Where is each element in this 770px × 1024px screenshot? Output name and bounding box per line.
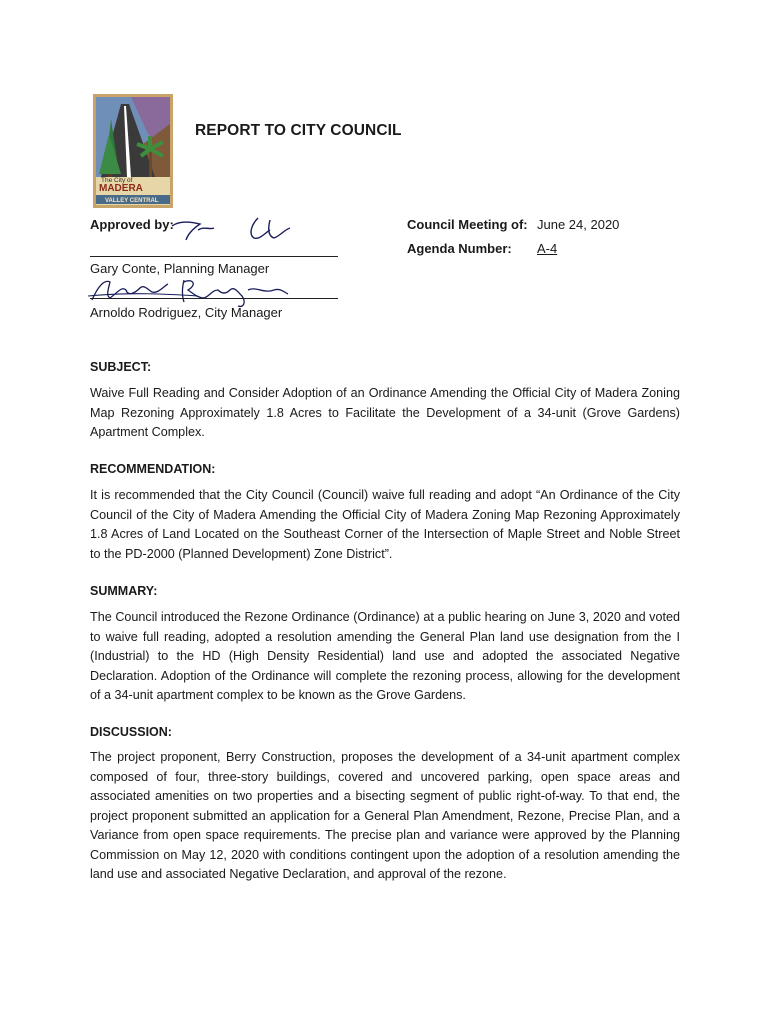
recommendation-text: It is recommended that the City Council (Council) waive full reading and adopt “An Ordinance of the City Council of the City of Madera Amending the Official City of Madera Zoning Map Rezoning Approximately 1.8 Acres of Land Located on the Southeast Corner of the Intersection of Maple Street and Noble Street to the PD-2000 (Planned Development) Zone District”.: [90, 488, 680, 561]
agenda-number-value: A-4: [537, 241, 558, 256]
signature-gary-conte: [170, 212, 300, 252]
council-meeting-date: June 24, 2020: [537, 217, 620, 232]
subject-text: Waive Full Reading and Consider Adoption of an Ordinance Amending the Official City of Madera Zoning Map Rezoning Approximately 1.8 Acres to Facilitate the Development of a 34-unit (Grove Gardens) Apartment Complex.: [90, 386, 680, 439]
logo-line2: MADERA: [99, 183, 143, 194]
signature-line-1: [90, 256, 338, 257]
logo-line1: The City of: [101, 177, 133, 184]
discussion-heading: DISCUSSION:: [90, 725, 172, 739]
signer-arnoldo-rodriguez: Arnoldo Rodriguez, City Manager: [90, 305, 283, 320]
logo-line3: VALLEY CENTRAL: [105, 198, 159, 204]
summary-heading: SUMMARY:: [90, 584, 158, 598]
council-meeting-label: Council Meeting of:: [407, 217, 528, 232]
recommendation-heading: RECOMMENDATION:: [90, 462, 216, 476]
agenda-number-label: Agenda Number:: [407, 241, 512, 256]
subject-heading: SUBJECT:: [90, 360, 152, 374]
city-of-madera-logo: [93, 94, 173, 208]
signature-line-2: [90, 298, 338, 299]
discussion-text: The project proponent, Berry Construction, proposes the development of a 34-unit apartment complex composed of four, three-story buildings, covered and uncovered parking, open space areas and associated amenities on two properties and a bisecting segment of public right-of-way. To that end, the project proponent submitted an application for a General Plan Amendment, Rezone, Precise Plan, and a Variance from open space requirements. The precise plan and variance were approved by the Planning Commission on May 12, 2020 with conditions contingent upon the adoption of a resolution amending the land use and associated Negative Declaration, and approval of the rezone.: [90, 750, 680, 881]
report-title: REPORT TO CITY COUNCIL: [195, 122, 402, 139]
signer-gary-conte: Gary Conte, Planning Manager: [90, 261, 270, 276]
approved-by-label: Approved by:: [90, 217, 174, 232]
summary-text: The Council introduced the Rezone Ordinance (Ordinance) at a public hearing on June 3, 2020 and voted to waive full reading, adopted a resolution amending the General Plan land use designation from the I (Industrial) to the HD (High Density Residential) land use and adopted the associated Negative Declaration. Adoption of the Ordinance will complete the rezoning process, allowing for the development of a 34-unit apartment complex to be known as the Grove Gardens.: [90, 610, 680, 702]
